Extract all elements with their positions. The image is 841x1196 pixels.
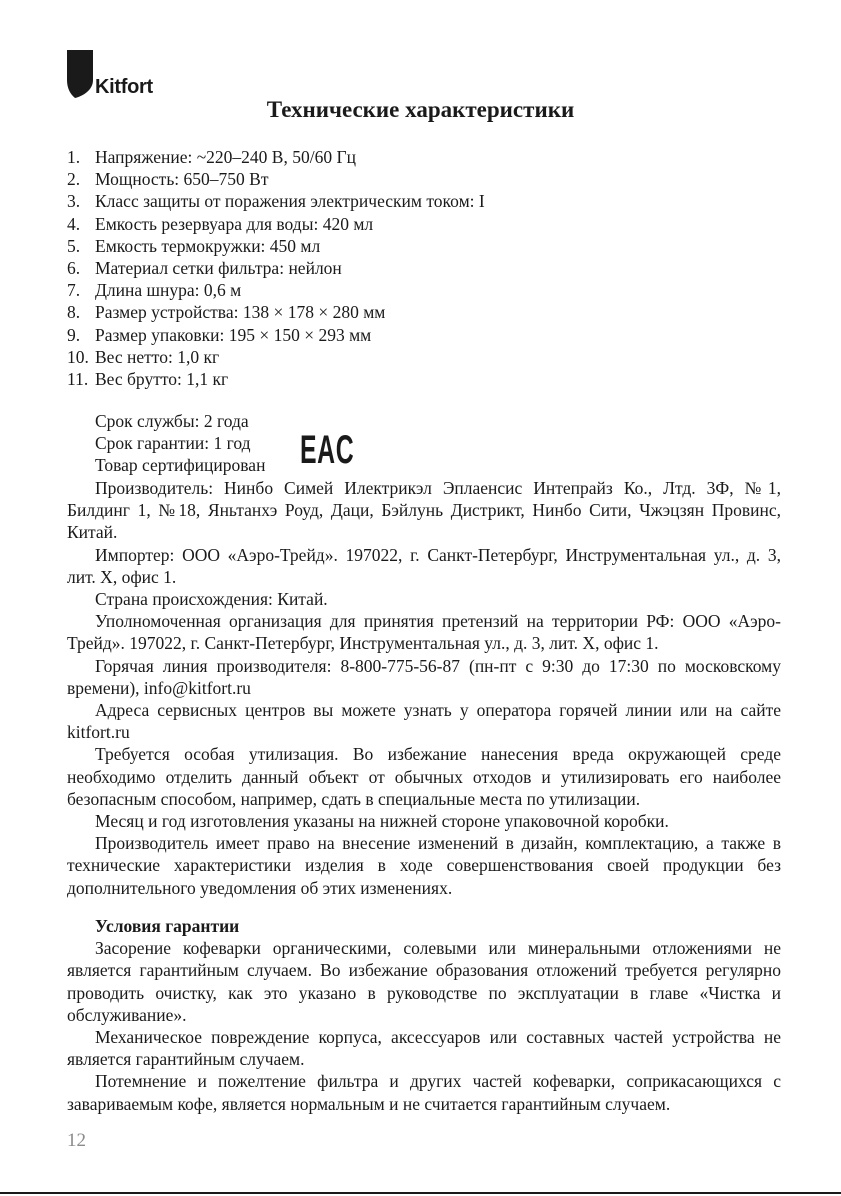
spec-number: 11. xyxy=(67,369,89,390)
spec-number: 9. xyxy=(67,324,81,345)
paragraph: Уполномоченная организация для принятия претензий на территории РФ: ООО «Аэро-Трейд». 197022, г. Санкт-Петербург, Инструментальная ул., д. 3, лит. Х, офис 1. xyxy=(67,611,781,654)
paragraph: Производитель: Нинбо Симей Илектрикэл Эплаенсис Интепрайз Ко., Лтд. 3Ф, №1, Билдинг 1, №18, Яньтанхэ Роуд, Даци, Бэйлунь Дистрикт, Нинбо Сити, Чжэцзян Провинс, Китай. xyxy=(67,478,781,543)
spec-item xyxy=(67,257,485,279)
spec-number: 10. xyxy=(67,346,89,367)
paragraph: Страна происхождения: Китай. xyxy=(95,589,328,610)
eac-mark-icon: EAC xyxy=(300,428,355,472)
spec-number: 4. xyxy=(67,213,81,234)
spec-item xyxy=(67,168,485,190)
spec-item xyxy=(67,190,485,212)
spec-item xyxy=(67,213,485,235)
paragraph: Горячая линия производителя: 8-800-775-56-87 (пн-пт с 9:30 до 17:30 по московскому времени), info@kitfort.ru xyxy=(67,655,781,698)
page-bottom-rule xyxy=(0,1192,841,1194)
spec-number: 6. xyxy=(67,258,81,279)
spec-item xyxy=(67,146,485,168)
spec-number: 3. xyxy=(67,191,81,212)
spec-text: Емкость резервуара для воды: 420 мл xyxy=(95,213,374,234)
spec-item xyxy=(67,279,485,301)
spec-text: Класс защиты от поражения электрическим током: I xyxy=(95,191,485,212)
paragraph: Месяц и год изготовления указаны на нижней стороне упаковочной коробки. xyxy=(95,811,669,832)
kitfort-logo-icon xyxy=(67,50,93,98)
warranty-heading: Условия гарантии xyxy=(95,916,240,936)
paragraph: Потемнение и пожелтение фильтра и других частей кофеварки, соприкасающихся с завариваемым кофе, является нормальным и не считается гарантийным случаем. xyxy=(67,1071,781,1114)
spec-list xyxy=(67,146,485,390)
paragraph: Импортер: ООО «Аэро-Трейд». 197022, г. Санкт-Петербург, Инструментальная ул., д. 3, лит. Х, офис 1. xyxy=(67,544,781,587)
service-life: Срок службы: 2 года xyxy=(95,411,249,431)
brand-logo xyxy=(67,50,177,100)
paragraph: Адреса сервисных центров вы можете узнать у оператора горячей линии или на сайте kitfort.ru xyxy=(67,700,781,743)
spec-text: Мощность: 650–750 Вт xyxy=(95,169,269,190)
service-meta xyxy=(95,410,265,477)
warranty-section xyxy=(67,915,781,1115)
paragraph: Производитель имеет право на внесение изменений в дизайн, комплектацию, а также в технические характеристики изделия в ходе совершенствования своей продукции без дополнительного уведомления об этих изменениях. xyxy=(67,833,781,898)
warranty-period: Срок гарантии: 1 год xyxy=(95,433,251,454)
paragraph: Засорение кофеварки органическими, солевыми или минеральными отложениями не является гарантийным случаем. Во избежание образования отложений требуется регулярно проводить очистку, как это указано в руководстве по эксплуатации в главе «Чистка и обслуживание». xyxy=(67,938,781,1025)
spec-text: Размер устройства: 138 × 178 × 280 мм xyxy=(95,302,386,323)
brand-name: Kitfort xyxy=(95,76,153,98)
spec-number: 8. xyxy=(67,302,81,323)
spec-number: 1. xyxy=(67,147,81,167)
spec-text: Напряжение: ~220–240 В, 50/60 Гц xyxy=(95,147,356,167)
spec-text: Размер упаковки: 195 × 150 × 293 мм xyxy=(95,324,372,345)
spec-number: 7. xyxy=(67,280,81,301)
paragraph: Требуется особая утилизация. Во избежание нанесения вреда окружающей среде необходимо отделить данный объект от обычных отходов и утилизировать его наиболее безопасным способом, например, сдать в специальные места по утилизации. xyxy=(67,744,781,809)
certification-note: Товар сертифицирован xyxy=(95,455,266,476)
spec-text: Вес брутто: 1,1 кг xyxy=(95,369,229,390)
spec-text: Емкость термокружки: 450 мл xyxy=(95,235,321,256)
spec-item xyxy=(67,368,485,390)
spec-item xyxy=(67,301,485,323)
spec-number: 2. xyxy=(67,169,81,190)
manufacturer-info xyxy=(67,477,781,899)
spec-text: Материал сетки фильтра: нейлон xyxy=(95,258,342,279)
spec-item xyxy=(67,235,485,257)
page-title: Технические характеристики xyxy=(266,97,575,122)
paragraph: Механическое повреждение корпуса, аксессуаров или составных частей устройства не является гарантийным случаем. xyxy=(67,1027,781,1070)
spec-item xyxy=(67,346,485,368)
spec-text: Вес нетто: 1,0 кг xyxy=(95,346,220,367)
spec-text: Длина шнура: 0,6 м xyxy=(95,280,242,301)
page-number: 12 xyxy=(67,1130,86,1151)
spec-number: 5. xyxy=(67,235,81,256)
spec-item xyxy=(67,324,485,346)
